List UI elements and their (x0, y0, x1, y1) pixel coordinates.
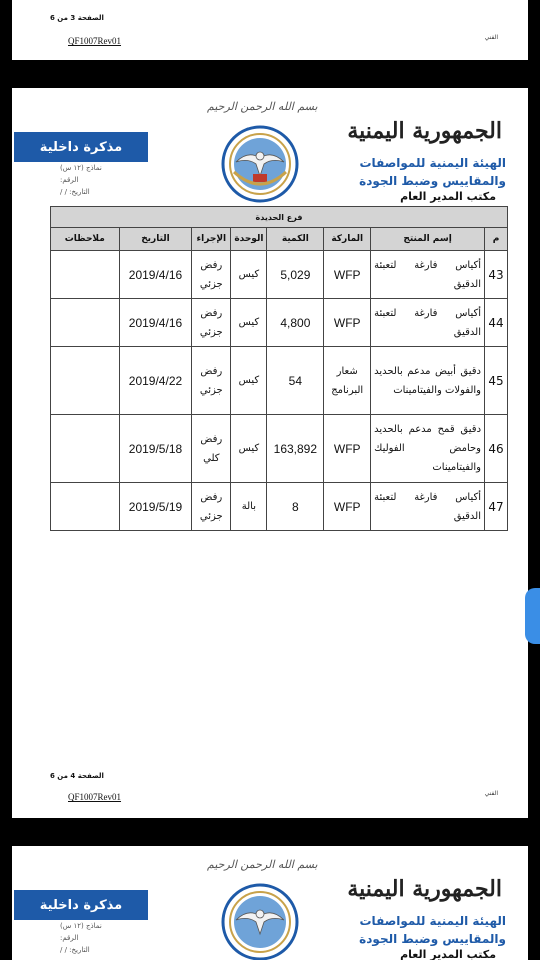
ref-label: الرقم: (60, 934, 79, 942)
table-row (51, 415, 508, 483)
brand: WFP (324, 415, 371, 483)
header-brand: الماركة (324, 228, 371, 251)
action: رفض جزئي (192, 483, 231, 531)
memo-title: مذكرة داخلية (14, 890, 148, 920)
product-name: دقيق قمح مدعم بالحديد وحامض الفوليك والفيتامينات (371, 415, 485, 483)
org-name-line-2: والمقاييس وضبط الجودة (359, 932, 506, 946)
brand: WFP (324, 299, 371, 347)
brand: WFP (324, 251, 371, 299)
action: رفض جزئي (192, 299, 231, 347)
page-number: الصفحة 4 من 6 (50, 772, 104, 780)
rejection-table (50, 206, 508, 531)
form-code: QF1007Rev01 (68, 792, 122, 802)
notes (51, 347, 120, 415)
header-action: الإجراء (192, 228, 231, 251)
notes (51, 299, 120, 347)
brand: شعار البرنامج (324, 347, 371, 415)
date: 2019/5/18 (119, 415, 192, 483)
side-scroll-handle[interactable] (525, 588, 540, 644)
document-page-3 (12, 0, 528, 60)
org-name-line-2: والمقاييس وضبط الجودة (359, 174, 506, 188)
org-name-line-1: الهيئة اليمنية للمواصفات (359, 914, 506, 928)
eagle-emblem-icon (220, 124, 300, 204)
unit: كيس (231, 299, 267, 347)
document-page-5 (12, 846, 528, 960)
ref-label: الرقم: (60, 176, 79, 184)
unit: كيس (231, 415, 267, 483)
unit: كيس (231, 347, 267, 415)
quantity: 54 (267, 347, 324, 415)
product-name: أكياس فارغة لتعبئة الدقيق (371, 483, 485, 531)
date-label: التاريخ: / / (60, 946, 90, 954)
row-number: 44 (485, 299, 508, 347)
form-code: QF1007Rev01 (68, 36, 122, 46)
date-label: التاريخ: / / (60, 188, 90, 196)
table-row (51, 347, 508, 415)
brand: WFP (324, 483, 371, 531)
row-number: 45 (485, 347, 508, 415)
bismillah: بسم الله الرحمن الرحيم (207, 100, 318, 113)
department-label: الفني (484, 790, 498, 797)
date: 2019/4/16 (119, 299, 192, 347)
action: رفض كلي (192, 415, 231, 483)
table-row (51, 483, 508, 531)
notes (51, 483, 120, 531)
header-quantity: الكمية (267, 228, 324, 251)
header-date: التاريخ (119, 228, 192, 251)
header-product: إسم المنتج (371, 228, 485, 251)
office-title: مكتب المدير العام (400, 948, 496, 960)
row-number: 43 (485, 251, 508, 299)
branch-title: فرع الحديدة (51, 207, 508, 228)
page-number: الصفحة 3 من 6 (50, 14, 104, 22)
row-number: 46 (485, 415, 508, 483)
date: 2019/5/19 (119, 483, 192, 531)
form-number: نماذج (١٢ س) (60, 922, 102, 930)
table-row (51, 299, 508, 347)
republic-title: الجمهورية اليمنية (347, 118, 502, 144)
republic-title: الجمهورية اليمنية (347, 876, 502, 902)
product-name: أكياس فارغة لتعبئة الدقيق (371, 251, 485, 299)
unit: بالة (231, 483, 267, 531)
quantity: 5,029 (267, 251, 324, 299)
notes (51, 415, 120, 483)
date: 2019/4/22 (119, 347, 192, 415)
memo-title: مذكرة داخلية (14, 132, 148, 162)
product-name: دقيق أبيض مدعم بالحديد والفولات والفيتامينات (371, 347, 485, 415)
date: 2019/4/16 (119, 251, 192, 299)
table-row (51, 251, 508, 299)
action: رفض جزئي (192, 251, 231, 299)
header-notes: ملاحظات (51, 228, 120, 251)
quantity: 8 (267, 483, 324, 531)
bismillah: بسم الله الرحمن الرحيم (207, 858, 318, 871)
office-title: مكتب المدير العام (400, 190, 496, 203)
product-name: أكياس فارغة لتعبئة الدقيق (371, 299, 485, 347)
document-page-4 (12, 88, 528, 818)
notes (51, 251, 120, 299)
action: رفض جزئي (192, 347, 231, 415)
org-name-line-1: الهيئة اليمنية للمواصفات (359, 156, 506, 170)
quantity: 163,892 (267, 415, 324, 483)
form-number: نماذج (١٢ س) (60, 164, 102, 172)
eagle-emblem-icon (220, 882, 300, 960)
header-num: م (485, 228, 508, 251)
row-number: 47 (485, 483, 508, 531)
department-label: الفني (484, 34, 498, 41)
header-unit: الوحدة (231, 228, 267, 251)
quantity: 4,800 (267, 299, 324, 347)
unit: كيس (231, 251, 267, 299)
